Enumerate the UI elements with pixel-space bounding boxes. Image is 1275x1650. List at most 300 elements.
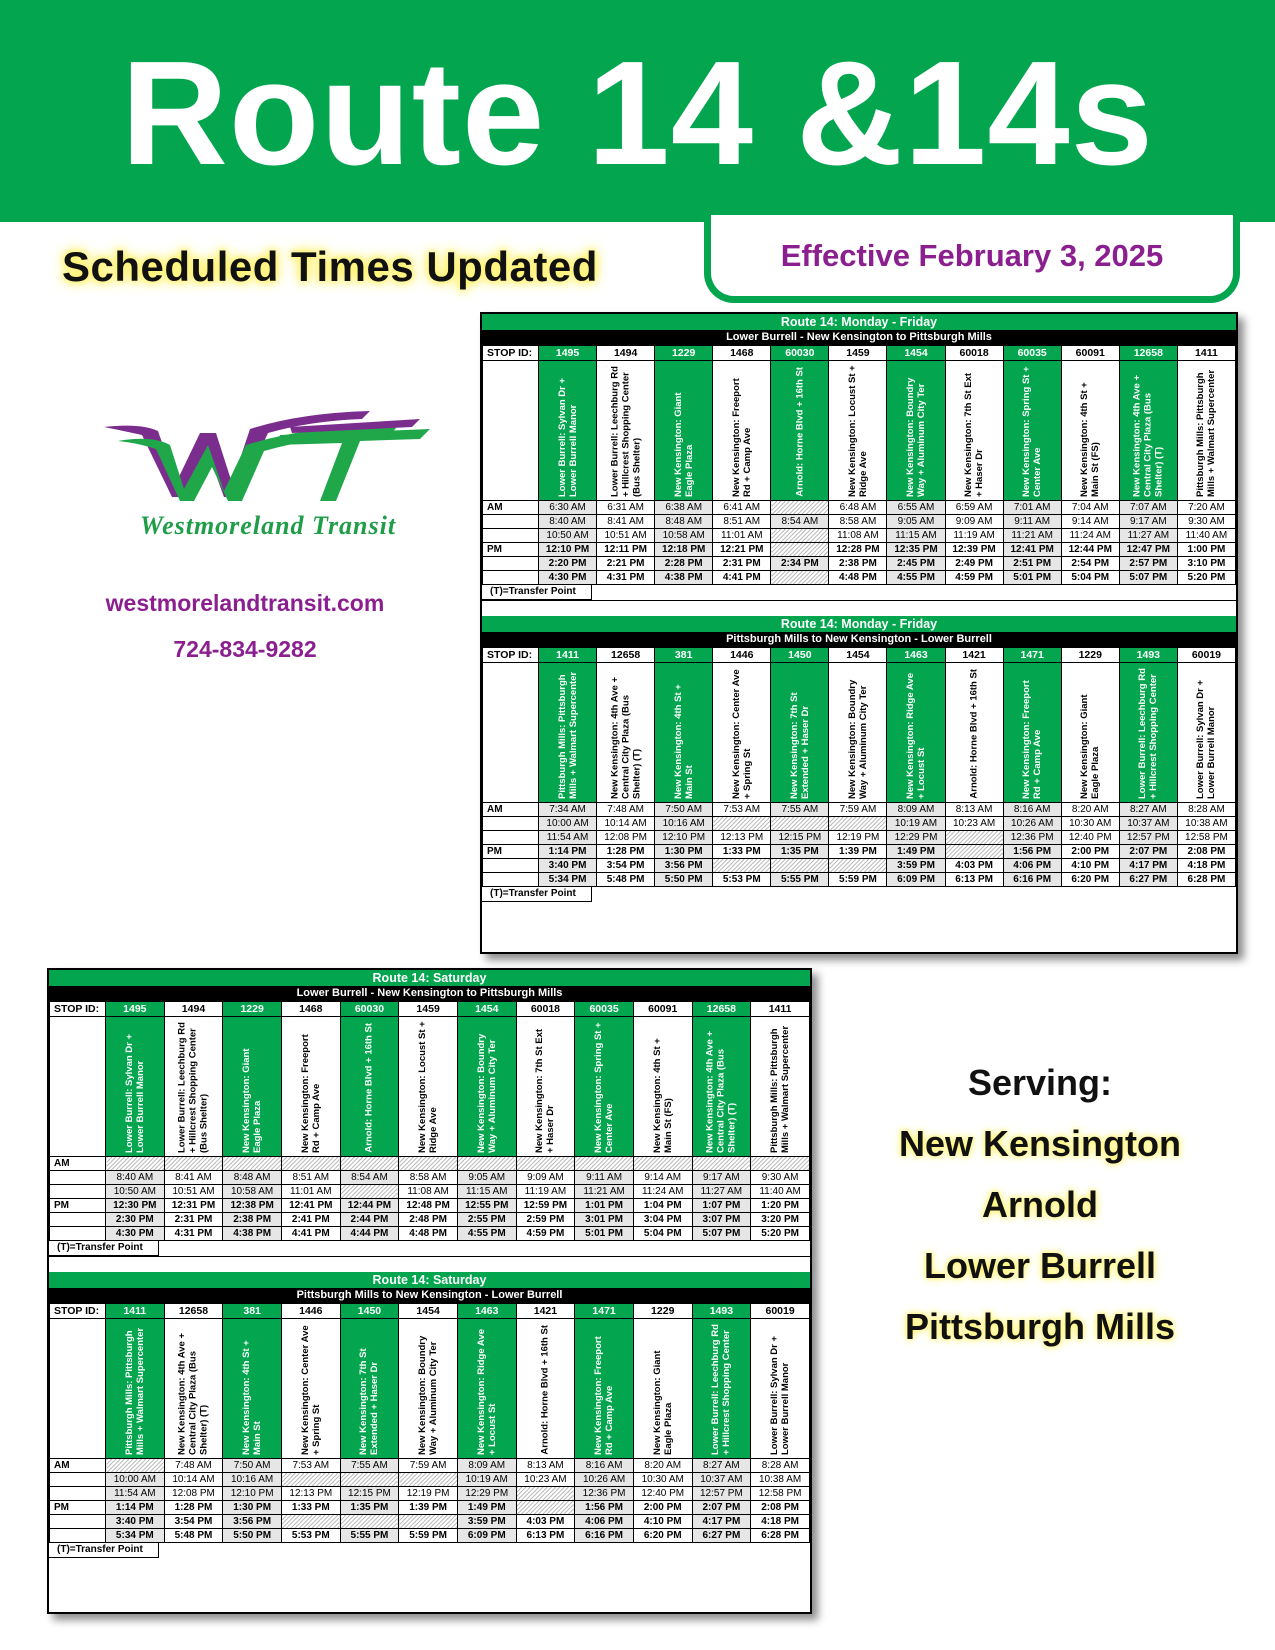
trip-row bbox=[50, 1515, 810, 1529]
trip-time bbox=[771, 529, 829, 543]
transfer-footnote: (T)=Transfer Point bbox=[482, 887, 592, 902]
trip-time: 8:54 AM bbox=[771, 515, 829, 529]
pm-label bbox=[483, 571, 539, 585]
trip-row bbox=[483, 529, 1236, 543]
pm-label bbox=[50, 1515, 106, 1529]
stop-id: 1454 bbox=[457, 1002, 516, 1017]
trip-time bbox=[829, 859, 887, 873]
stop-name-cell bbox=[692, 1017, 751, 1157]
trip-time bbox=[771, 571, 829, 585]
trip-time: 9:14 AM bbox=[1061, 515, 1119, 529]
am-label bbox=[483, 515, 539, 529]
trip-time: 3:59 PM bbox=[457, 1515, 516, 1529]
trip-time: 6:41 AM bbox=[713, 501, 771, 515]
trip-time: 3:40 PM bbox=[106, 1515, 165, 1529]
trip-time: 2:07 PM bbox=[1119, 845, 1177, 859]
trip-time bbox=[106, 1459, 165, 1473]
stop-name-cell bbox=[281, 1017, 340, 1157]
stop-id: 381 bbox=[655, 648, 713, 663]
trip-time: 5:01 PM bbox=[575, 1227, 634, 1241]
logo-text: Westmoreland Transit bbox=[139, 511, 397, 540]
stop-id: 12658 bbox=[164, 1304, 223, 1319]
trip-time: 5:34 PM bbox=[539, 873, 597, 887]
trip-time bbox=[751, 1157, 810, 1171]
trip-time: 10:30 AM bbox=[1061, 817, 1119, 831]
trip-time: 4:41 PM bbox=[713, 571, 771, 585]
serving-place: Pittsburgh Mills bbox=[905, 1306, 1175, 1347]
pm-label bbox=[50, 1529, 106, 1543]
stop-id: 60018 bbox=[945, 346, 1003, 361]
stop-name-cell bbox=[575, 1319, 634, 1459]
trip-time: 1:33 PM bbox=[281, 1501, 340, 1515]
trip-row bbox=[50, 1157, 810, 1171]
schedule-gap bbox=[49, 1256, 810, 1272]
trip-time: 11:27 AM bbox=[1119, 529, 1177, 543]
trip-time: 5:55 PM bbox=[771, 873, 829, 887]
stop-name: New Kensington: Boundry Way + Aluminum City Ter bbox=[475, 1033, 498, 1153]
trip-time: 5:07 PM bbox=[692, 1227, 751, 1241]
trip-time: 12:13 PM bbox=[281, 1487, 340, 1501]
am-label bbox=[483, 831, 539, 845]
website-link[interactable]: westmorelandtransit.com bbox=[105, 590, 385, 616]
trip-time: 4:06 PM bbox=[1003, 859, 1061, 873]
trip-time: 2:20 PM bbox=[539, 557, 597, 571]
trip-time: 9:30 AM bbox=[1177, 515, 1235, 529]
saturday-schedule-card bbox=[47, 968, 812, 1614]
trip-time: 9:09 AM bbox=[516, 1171, 575, 1185]
trip-time: 8:27 AM bbox=[692, 1459, 751, 1473]
stop-name-cell bbox=[1003, 663, 1061, 803]
am-label bbox=[483, 817, 539, 831]
stop-name: New Kensington: Spring St + Center Ave bbox=[593, 1022, 616, 1153]
stop-name: Lower Burrell: Leechburg Rd + Hillcrest Shopping Center bbox=[710, 1324, 733, 1455]
trip-time: 10:50 AM bbox=[106, 1185, 165, 1199]
trip-time: 7:07 AM bbox=[1119, 501, 1177, 515]
trip-time: 12:19 PM bbox=[829, 831, 887, 845]
trip-time: 1:49 PM bbox=[457, 1501, 516, 1515]
transfer-footnote: (T)=Transfer Point bbox=[49, 1241, 159, 1256]
trip-time: 7:50 AM bbox=[655, 803, 713, 817]
westmoreland-transit-logo bbox=[100, 405, 430, 545]
stop-id: 60035 bbox=[575, 1002, 634, 1017]
trip-time: 11:15 AM bbox=[887, 529, 945, 543]
trip-row bbox=[483, 817, 1236, 831]
trip-time: 4:31 PM bbox=[164, 1227, 223, 1241]
stop-name: Lower Burrell: Sylvan Dr + Lower Burrell Manor bbox=[556, 377, 579, 497]
trip-time: 11:08 AM bbox=[399, 1185, 458, 1199]
trip-time: 8:28 AM bbox=[1177, 803, 1235, 817]
trip-time: 10:50 AM bbox=[539, 529, 597, 543]
am-label bbox=[50, 1185, 106, 1199]
stop-id: 1421 bbox=[516, 1304, 575, 1319]
stop-name-cell bbox=[1119, 361, 1177, 501]
pm-label: PM bbox=[483, 845, 539, 859]
stop-id: 1411 bbox=[539, 648, 597, 663]
trip-time: 11:54 AM bbox=[539, 831, 597, 845]
trip-time: 12:29 PM bbox=[457, 1487, 516, 1501]
trip-time: 1:30 PM bbox=[223, 1501, 282, 1515]
trip-time: 10:16 AM bbox=[655, 817, 713, 831]
trip-time: 5:20 PM bbox=[1177, 571, 1235, 585]
am-label: AM bbox=[483, 803, 539, 817]
trip-time: 8:58 AM bbox=[829, 515, 887, 529]
trip-time: 12:15 PM bbox=[771, 831, 829, 845]
trip-time: 11:08 AM bbox=[829, 529, 887, 543]
trip-time: 6:31 AM bbox=[597, 501, 655, 515]
trip-time: 1:33 PM bbox=[713, 845, 771, 859]
trip-time: 6:16 PM bbox=[575, 1529, 634, 1543]
trip-time: 4:03 PM bbox=[516, 1515, 575, 1529]
trip-time: 12:15 PM bbox=[340, 1487, 399, 1501]
trip-time: 12:21 PM bbox=[713, 543, 771, 557]
trip-time: 5:20 PM bbox=[751, 1227, 810, 1241]
stop-name-cell bbox=[106, 1017, 165, 1157]
stop-id: 1463 bbox=[457, 1304, 516, 1319]
header-banner bbox=[0, 0, 1275, 222]
trip-row bbox=[50, 1501, 810, 1515]
stop-name: New Kensington: Freeport Rd + Camp Ave bbox=[593, 1336, 616, 1455]
trip-row bbox=[483, 873, 1236, 887]
stop-name: New Kensington: Boundry Way + Aluminum City Ter bbox=[846, 679, 869, 799]
trip-time: 12:28 PM bbox=[829, 543, 887, 557]
trip-row bbox=[50, 1199, 810, 1213]
trip-time: 8:09 AM bbox=[457, 1459, 516, 1473]
trip-time bbox=[281, 1157, 340, 1171]
stop-name: Lower Burrell: Leechburg Rd + Hillcrest Shopping Center (Bus Shelter) bbox=[176, 1022, 210, 1153]
stop-name-cell bbox=[457, 1017, 516, 1157]
stop-id: 1229 bbox=[223, 1002, 282, 1017]
trip-time: 10:23 AM bbox=[516, 1473, 575, 1487]
trip-time: 12:10 PM bbox=[655, 831, 713, 845]
trip-time: 1:14 PM bbox=[539, 845, 597, 859]
trip-time: 12:31 PM bbox=[164, 1199, 223, 1213]
trip-time: 8:51 AM bbox=[281, 1171, 340, 1185]
effective-date-box bbox=[704, 215, 1240, 303]
stop-name-cell bbox=[597, 361, 655, 501]
stop-name: New Kensington: Center Ave + Spring St bbox=[299, 1325, 322, 1455]
schedule-direction: Lower Burrell - New Kensington to Pittsburgh Mills bbox=[49, 986, 810, 1001]
trip-time: 10:19 AM bbox=[887, 817, 945, 831]
trip-time bbox=[575, 1157, 634, 1171]
trip-time: 2:57 PM bbox=[1119, 557, 1177, 571]
stop-name-cell bbox=[1177, 361, 1235, 501]
trip-time bbox=[164, 1157, 223, 1171]
trip-time: 11:01 AM bbox=[713, 529, 771, 543]
trip-time: 8:27 AM bbox=[1119, 803, 1177, 817]
trip-time: 3:01 PM bbox=[575, 1213, 634, 1227]
trip-time: 12:19 PM bbox=[399, 1487, 458, 1501]
trip-time bbox=[633, 1157, 692, 1171]
schedule-direction: Pittsburgh Mills to New Kensington - Lower Burrell bbox=[482, 632, 1236, 647]
stop-id: 1495 bbox=[539, 346, 597, 361]
trip-row bbox=[483, 859, 1236, 873]
stop-id: 1459 bbox=[399, 1002, 458, 1017]
pm-label bbox=[50, 1213, 106, 1227]
pm-label bbox=[50, 1227, 106, 1241]
trip-time: 11:54 AM bbox=[106, 1487, 165, 1501]
trip-time: 6:13 PM bbox=[516, 1529, 575, 1543]
stop-name-cell bbox=[399, 1017, 458, 1157]
trip-time: 1:56 PM bbox=[1003, 845, 1061, 859]
trip-time: 4:41 PM bbox=[281, 1227, 340, 1241]
stop-id: 1468 bbox=[281, 1002, 340, 1017]
trip-time: 2:45 PM bbox=[887, 557, 945, 571]
trip-time: 2:54 PM bbox=[1061, 557, 1119, 571]
trip-time: 4:48 PM bbox=[399, 1227, 458, 1241]
stop-id: 1495 bbox=[106, 1002, 165, 1017]
pm-label: PM bbox=[483, 543, 539, 557]
stop-name-cell bbox=[597, 663, 655, 803]
trip-time: 1:14 PM bbox=[106, 1501, 165, 1515]
trip-time: 4:38 PM bbox=[655, 571, 713, 585]
schedule-block bbox=[49, 970, 810, 1256]
trip-time: 2:08 PM bbox=[1177, 845, 1235, 859]
schedule-block bbox=[482, 314, 1236, 600]
stop-name-cell bbox=[1177, 663, 1235, 803]
footnote-row bbox=[49, 1241, 810, 1256]
trip-time: 12:57 PM bbox=[692, 1487, 751, 1501]
stop-name-cell bbox=[887, 361, 945, 501]
trip-time: 11:15 AM bbox=[457, 1185, 516, 1199]
trip-time: 3:54 PM bbox=[597, 859, 655, 873]
stop-name: Arnold: Horne Blvd + 16th St bbox=[968, 669, 980, 799]
stop-name: New Kensington: 4th St + Main St (FS) bbox=[651, 1038, 674, 1153]
trip-time: 8:48 AM bbox=[223, 1171, 282, 1185]
stop-name-cell bbox=[751, 1017, 810, 1157]
trip-time: 5:53 PM bbox=[281, 1529, 340, 1543]
trip-time: 2:00 PM bbox=[1061, 845, 1119, 859]
trip-time: 12:40 PM bbox=[1061, 831, 1119, 845]
stop-name: Arnold: Horne Blvd + 16th St bbox=[363, 1023, 375, 1153]
trip-time: 9:30 AM bbox=[751, 1171, 810, 1185]
stop-name: Pittsburgh Mills: Pittsburgh Mills + Walmart Supercenter bbox=[1195, 369, 1218, 497]
trip-time: 4:18 PM bbox=[751, 1515, 810, 1529]
stop-name: New Kensington: 4th Ave + Central City Plaza (Bus Shelter) (T) bbox=[176, 1332, 210, 1455]
trip-time: 2:21 PM bbox=[597, 557, 655, 571]
trip-time: 5:50 PM bbox=[655, 873, 713, 887]
stop-name: New Kensington: Freeport Rd + Camp Ave bbox=[1021, 680, 1044, 799]
trip-time: 2:55 PM bbox=[457, 1213, 516, 1227]
trip-time: 1:30 PM bbox=[655, 845, 713, 859]
trip-time: 10:16 AM bbox=[223, 1473, 282, 1487]
trip-time: 8:54 AM bbox=[340, 1171, 399, 1185]
trip-time: 8:51 AM bbox=[713, 515, 771, 529]
stop-name: New Kensington: 7th St Extended + Haser Dr bbox=[788, 692, 811, 799]
stop-name: New Kensington: Boundry Way + Aluminum City Ter bbox=[417, 1335, 440, 1455]
wt-logo-mark-icon bbox=[100, 405, 430, 505]
stop-name-cell bbox=[829, 361, 887, 501]
trip-time: 2:08 PM bbox=[751, 1501, 810, 1515]
trip-time: 7:55 AM bbox=[771, 803, 829, 817]
stop-name: Lower Burrell: Sylvan Dr + Lower Burrell Manor bbox=[1195, 679, 1218, 799]
trip-time: 3:20 PM bbox=[751, 1213, 810, 1227]
trip-row bbox=[483, 515, 1236, 529]
transfer-footnote: (T)=Transfer Point bbox=[49, 1543, 159, 1558]
trip-time: 1:39 PM bbox=[829, 845, 887, 859]
trip-time: 1:49 PM bbox=[887, 845, 945, 859]
stop-id: 1454 bbox=[829, 648, 887, 663]
pm-label bbox=[483, 557, 539, 571]
trip-time: 10:19 AM bbox=[457, 1473, 516, 1487]
trip-time bbox=[399, 1515, 458, 1529]
stop-name: Arnold: Horne Blvd + 16th St bbox=[539, 1325, 551, 1455]
stop-name: New Kensington: Giant Eagle Plaza bbox=[1079, 694, 1102, 799]
trip-time: 12:30 PM bbox=[106, 1199, 165, 1213]
trip-time: 4:38 PM bbox=[223, 1227, 282, 1241]
trip-time: 8:40 AM bbox=[106, 1171, 165, 1185]
trip-time: 6:28 PM bbox=[751, 1529, 810, 1543]
stop-name: New Kensington: Ridge Ave + Locust St bbox=[475, 1329, 498, 1455]
stop-id: 1493 bbox=[692, 1304, 751, 1319]
stop-name-cell bbox=[771, 361, 829, 501]
stop-id: 1463 bbox=[887, 648, 945, 663]
schedule-title: Route 14: Monday - Friday bbox=[482, 616, 1236, 632]
trip-time: 10:00 AM bbox=[106, 1473, 165, 1487]
stop-id: 1471 bbox=[1003, 648, 1061, 663]
trip-time: 7:48 AM bbox=[164, 1459, 223, 1473]
trip-time: 3:04 PM bbox=[633, 1213, 692, 1227]
trip-time: 7:59 AM bbox=[399, 1459, 458, 1473]
stop-name-cell bbox=[516, 1017, 575, 1157]
trip-time: 4:30 PM bbox=[539, 571, 597, 585]
trip-time: 12:08 PM bbox=[597, 831, 655, 845]
pm-label bbox=[483, 873, 539, 887]
trip-time: 5:50 PM bbox=[223, 1529, 282, 1543]
stop-name-cell bbox=[164, 1017, 223, 1157]
trip-row bbox=[483, 543, 1236, 557]
trip-time: 5:55 PM bbox=[340, 1529, 399, 1543]
trip-time: 4:06 PM bbox=[575, 1515, 634, 1529]
stop-name-label-cell bbox=[483, 663, 539, 803]
stop-name-cell bbox=[829, 663, 887, 803]
trip-time bbox=[771, 859, 829, 873]
stop-name-cell bbox=[751, 1319, 810, 1459]
trip-time: 1:56 PM bbox=[575, 1501, 634, 1515]
trip-time: 11:24 AM bbox=[1061, 529, 1119, 543]
trip-time bbox=[516, 1487, 575, 1501]
trip-row bbox=[50, 1487, 810, 1501]
trip-time: 12:36 PM bbox=[575, 1487, 634, 1501]
trip-time: 5:48 PM bbox=[597, 873, 655, 887]
trip-time: 8:09 AM bbox=[887, 803, 945, 817]
am-label bbox=[483, 529, 539, 543]
trip-time: 11:40 AM bbox=[751, 1185, 810, 1199]
stop-id: 1421 bbox=[945, 648, 1003, 663]
stop-name-cell bbox=[1061, 663, 1119, 803]
stop-name-cell bbox=[633, 1319, 692, 1459]
schedule-title: Route 14: Saturday bbox=[49, 1272, 810, 1288]
trip-time: 12:08 PM bbox=[164, 1487, 223, 1501]
trip-time: 6:30 AM bbox=[539, 501, 597, 515]
stop-name: New Kensington: 4th St + Main St bbox=[241, 1340, 264, 1455]
trip-time: 4:44 PM bbox=[340, 1227, 399, 1241]
trip-time: 10:51 AM bbox=[597, 529, 655, 543]
trip-time: 4:30 PM bbox=[106, 1227, 165, 1241]
stop-name-cell bbox=[713, 663, 771, 803]
trip-time: 8:20 AM bbox=[1061, 803, 1119, 817]
trip-time: 10:37 AM bbox=[692, 1473, 751, 1487]
trip-time bbox=[340, 1473, 399, 1487]
trip-time: 12:10 PM bbox=[223, 1487, 282, 1501]
phone-number[interactable]: 724-834-9282 bbox=[173, 636, 317, 662]
trip-time: 2:38 PM bbox=[829, 557, 887, 571]
stop-name: Arnold: Horne Blvd + 16th St bbox=[794, 367, 806, 497]
trip-time: 11:21 AM bbox=[1003, 529, 1061, 543]
stop-id: 1229 bbox=[1061, 648, 1119, 663]
stop-id: 12658 bbox=[597, 648, 655, 663]
trip-time: 6:59 AM bbox=[945, 501, 1003, 515]
stop-name: Lower Burrell: Leechburg Rd + Hillcrest Shopping Center bbox=[1137, 668, 1160, 799]
trip-row bbox=[50, 1529, 810, 1543]
trip-time: 5:01 PM bbox=[1003, 571, 1061, 585]
trip-time: 6:09 PM bbox=[457, 1529, 516, 1543]
trip-time: 2:38 PM bbox=[223, 1213, 282, 1227]
stop-name: New Kensington: Locust St + Ridge Ave bbox=[846, 365, 869, 497]
stop-id: 1454 bbox=[887, 346, 945, 361]
pm-label: PM bbox=[50, 1501, 106, 1515]
stop-name: New Kensington: 4th St + Main St (FS) bbox=[1079, 382, 1102, 497]
stop-name-cell bbox=[1003, 361, 1061, 501]
trip-time: 10:58 AM bbox=[655, 529, 713, 543]
trip-time: 12:38 PM bbox=[223, 1199, 282, 1213]
trip-time: 12:36 PM bbox=[1003, 831, 1061, 845]
am-label: AM bbox=[50, 1157, 106, 1171]
stop-name-cell bbox=[399, 1319, 458, 1459]
trip-time: 10:30 AM bbox=[633, 1473, 692, 1487]
trip-time: 6:48 AM bbox=[829, 501, 887, 515]
stop-name-cell bbox=[692, 1319, 751, 1459]
stop-id: 381 bbox=[223, 1304, 282, 1319]
trip-time: 5:53 PM bbox=[713, 873, 771, 887]
stop-name-cell bbox=[281, 1319, 340, 1459]
stop-name-cell bbox=[655, 663, 713, 803]
schedule-table bbox=[482, 345, 1236, 585]
trip-time bbox=[692, 1157, 751, 1171]
stop-name-cell bbox=[457, 1319, 516, 1459]
trip-time: 6:13 PM bbox=[945, 873, 1003, 887]
trip-time bbox=[340, 1157, 399, 1171]
trip-time: 10:00 AM bbox=[539, 817, 597, 831]
stop-id: 1450 bbox=[340, 1304, 399, 1319]
trip-time: 4:55 PM bbox=[457, 1227, 516, 1241]
trip-time: 10:38 AM bbox=[751, 1473, 810, 1487]
stop-name: New Kensington: 7th St Ext + Haser Dr bbox=[534, 1028, 557, 1153]
trip-time: 11:19 AM bbox=[945, 529, 1003, 543]
trip-time: 4:59 PM bbox=[945, 571, 1003, 585]
schedule-table bbox=[482, 647, 1236, 887]
trip-time: 5:34 PM bbox=[106, 1529, 165, 1543]
trip-time bbox=[457, 1157, 516, 1171]
trip-time: 3:10 PM bbox=[1177, 557, 1235, 571]
trip-row bbox=[483, 501, 1236, 515]
stop-name-cell bbox=[945, 663, 1003, 803]
trip-time: 5:48 PM bbox=[164, 1529, 223, 1543]
trip-time: 4:17 PM bbox=[1119, 859, 1177, 873]
stop-name: New Kensington: 4th Ave + Central City Plaza (Bus Shelter) (T) bbox=[1131, 374, 1165, 497]
trip-time: 12:11 PM bbox=[597, 543, 655, 557]
trip-row bbox=[483, 831, 1236, 845]
stop-id: 1411 bbox=[1177, 346, 1235, 361]
trip-time: 4:48 PM bbox=[829, 571, 887, 585]
trip-time: 8:41 AM bbox=[164, 1171, 223, 1185]
trip-time: 6:27 PM bbox=[1119, 873, 1177, 887]
stop-name-cell bbox=[223, 1017, 282, 1157]
trip-time: 10:14 AM bbox=[164, 1473, 223, 1487]
stop-name-cell bbox=[1061, 361, 1119, 501]
trip-time: 4:10 PM bbox=[1061, 859, 1119, 873]
trip-time: 11:01 AM bbox=[281, 1185, 340, 1199]
trip-time: 12:48 PM bbox=[399, 1199, 458, 1213]
